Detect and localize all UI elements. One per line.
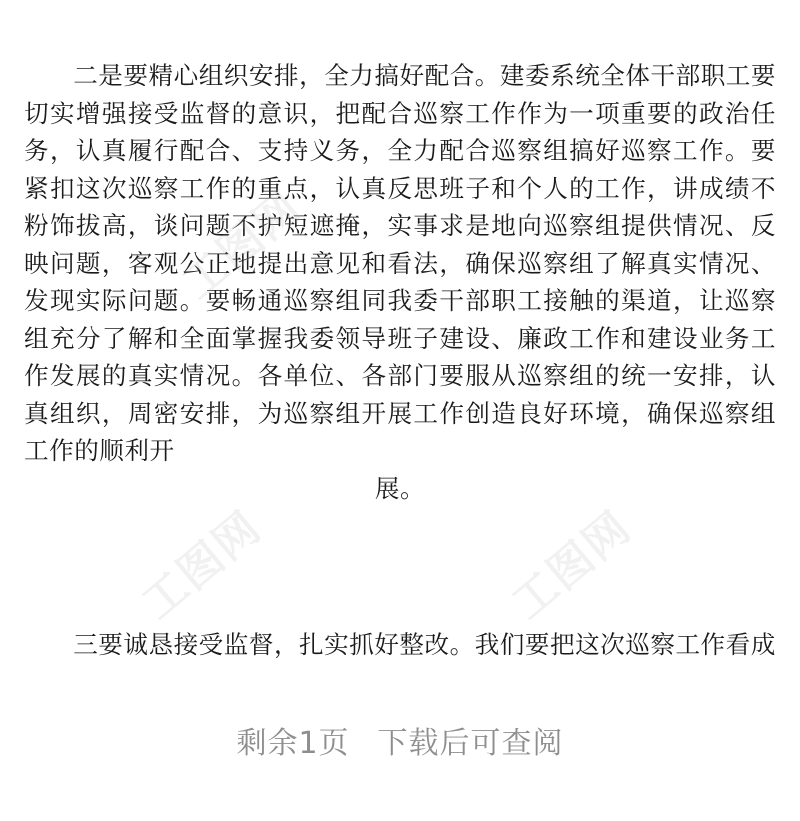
paragraph-2-text: 二是要精心组织安排，全力搞好配合。建委系统全体干部职工要切实增强接受监督的意识，把配合巡察工作作为一项重要的政治任务，认真履行配合、支持义务，全力配合巡察组搞好巡察工作。要紧扣这次巡察工作的重点，认真反思班子和个人的工作，讲成绩不粉饰拔高，谈问题不护短遮掩，实事求是地向巡察组提供情况、反映问题，客观公正地提出意见和看法，确保巡察组了解真实情况、发现实际问题。要畅通巡察组同我委干部职工接触的渠道，让巡察组充分了解和全面掌握我委领导班子建设、廉政工作和建设业务工作发展的真实情况。各单位、各部门要服从巡察组的统一安排，认真组织，周密安排，为巡察组开展工作创造良好环境，确保巡察组工作的顺利开 [24, 61, 776, 465]
paragraph-2 [24, 57, 776, 507]
remaining-pages-text: 剩余1页 [236, 726, 350, 761]
watermark-logo: 工图网 [172, 181, 312, 310]
download-to-view-link[interactable]: 下载后可查阅 [377, 726, 564, 761]
watermark-logo: 工图网 [132, 501, 272, 630]
paragraph-3: 三要诚恳接受监督，扎实抓好整改。我们要把这次巡察工作看成 [73, 630, 776, 659]
paragraph-2-tail: 展。 [374, 473, 426, 503]
download-notice[interactable] [0, 718, 800, 762]
watermark-logo: 工图网 [502, 501, 642, 630]
